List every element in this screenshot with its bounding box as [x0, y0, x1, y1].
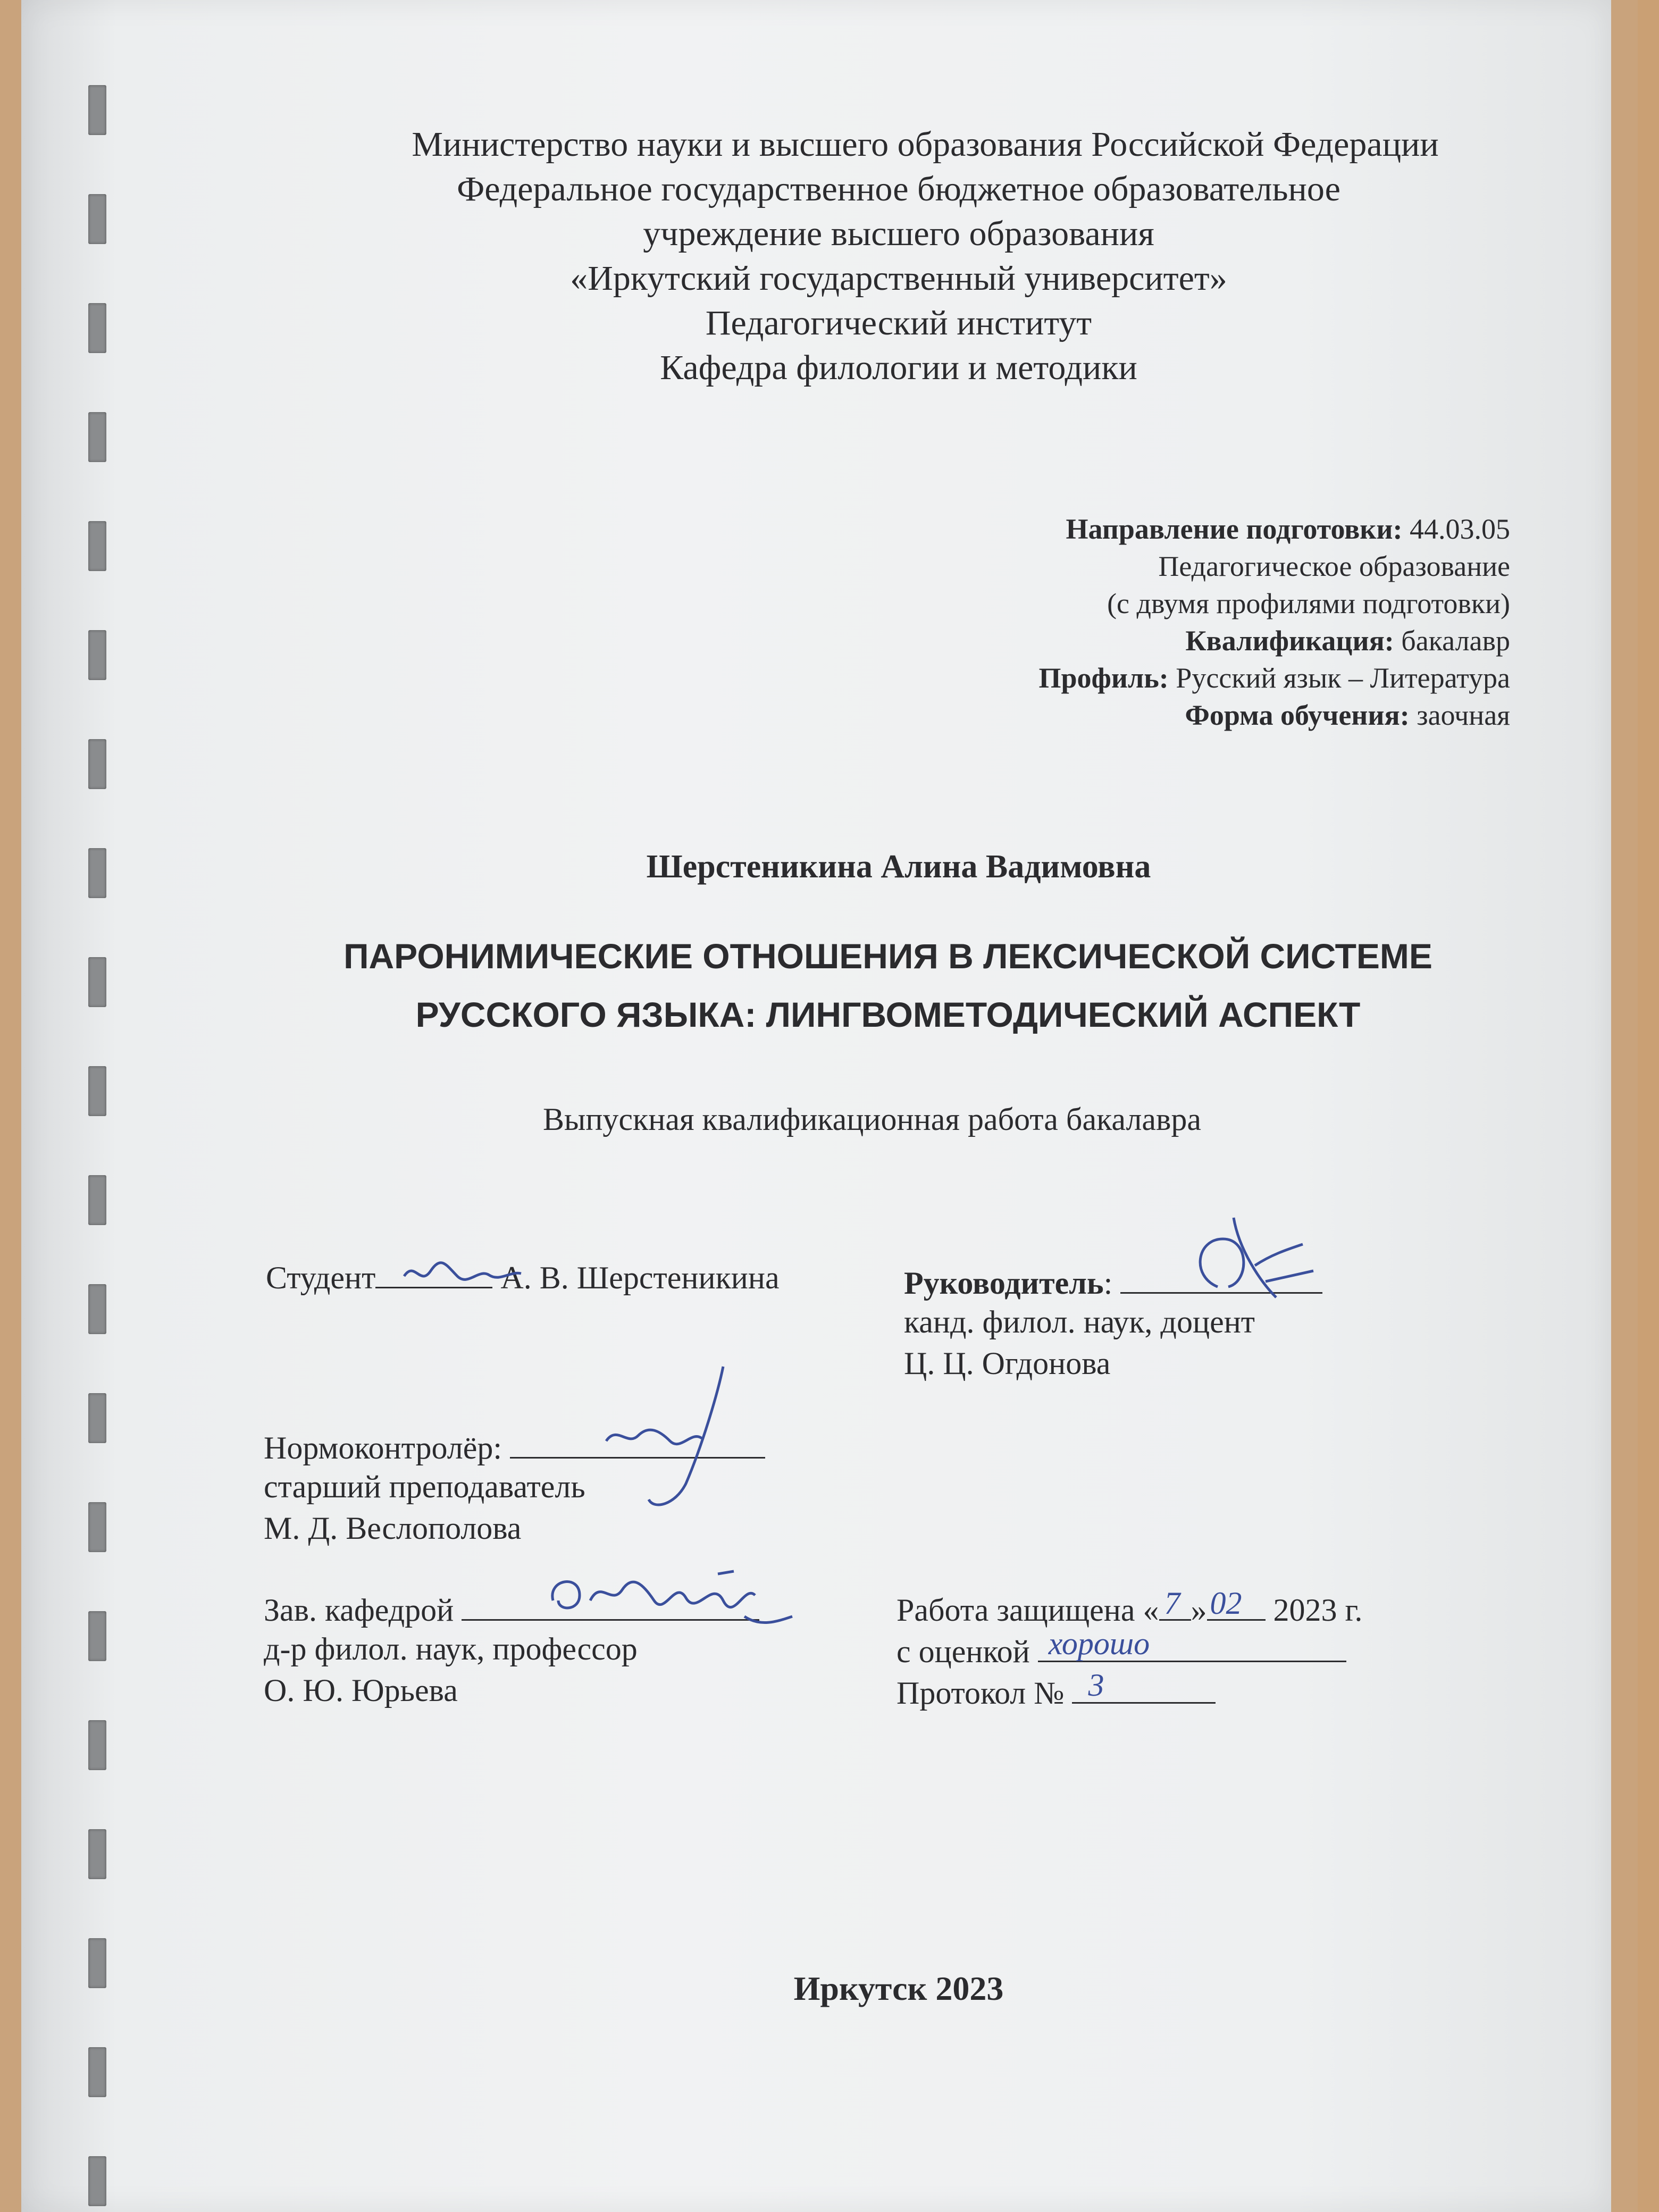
- ministry-line: Министерство науки и высшего образования Российской Федерации: [412, 125, 1439, 164]
- binding-hole: [88, 2156, 106, 2206]
- binding-hole: [88, 1502, 106, 1552]
- student-label: Студент: [266, 1260, 376, 1295]
- student-name: А. В. Шерстеникина: [500, 1260, 780, 1295]
- grade-line: [896, 1626, 1346, 1672]
- defense-prefix: Работа защищена «: [896, 1593, 1159, 1628]
- defense-day: 7: [1164, 1586, 1180, 1621]
- defense-mid: »: [1191, 1593, 1207, 1628]
- author-name: Шерстеникина Алина Вадимовна: [646, 849, 1151, 885]
- normcontrol-signature: [596, 1361, 755, 1521]
- qualification-value: бакалавр: [1401, 625, 1510, 657]
- qualification-label: Квалификация:: [1185, 625, 1394, 657]
- profiles-note: (с двумя профилями подготовки): [1107, 588, 1510, 619]
- thesis-title-line-2: РУССКОГО ЯЗЫКА: ЛИНГВОМЕТОДИЧЕСКИЙ АСПЕКТ: [415, 995, 1361, 1034]
- binding-hole: [88, 303, 106, 353]
- supervisor-signature: [1180, 1207, 1319, 1313]
- grade-label: с оценкой: [896, 1634, 1030, 1669]
- defense-day-field: [1159, 1587, 1191, 1621]
- defense-month: 02: [1210, 1586, 1242, 1621]
- form-label: Форма обучения:: [1185, 699, 1410, 731]
- supervisor-degree: канд. филол. наук, доцент: [904, 1304, 1255, 1339]
- institute-name: Педагогический институт: [705, 304, 1092, 342]
- protocol-field: [1072, 1670, 1216, 1704]
- supervisor-name: Ц. Ц. Огдонова: [904, 1346, 1111, 1381]
- binding-hole: [88, 1720, 106, 1770]
- thesis-title-line-1: ПАРОНИМИЧЕСКИЕ ОТНОШЕНИЯ В ЛЕКСИЧЕСКОЙ СИСТЕМЕ: [343, 936, 1432, 976]
- normcontrol-position: старший преподаватель: [264, 1469, 585, 1504]
- institution-line-2: учреждение высшего образования: [643, 214, 1154, 253]
- university-name: «Иркутский государственный университет»: [570, 259, 1227, 298]
- binding-hole: [88, 85, 106, 135]
- defense-month-field: [1207, 1587, 1266, 1621]
- profile-label: Профиль:: [1038, 662, 1169, 694]
- student-signature: [399, 1250, 526, 1297]
- department-name: Кафедра филологии и методики: [660, 348, 1137, 387]
- head-name: О. Ю. Юрьева: [264, 1673, 458, 1708]
- direction-value: 44.03.05: [1410, 513, 1510, 545]
- profile-line: [798, 659, 1510, 697]
- form-line: [798, 697, 1510, 734]
- direction-line: [798, 510, 1510, 548]
- head-degree: д-р филол. наук, профессор: [264, 1631, 638, 1666]
- binding-hole: [88, 1175, 106, 1225]
- grade-field: [1038, 1626, 1346, 1662]
- binding-hole: [88, 739, 106, 789]
- binding-hole: [88, 1284, 106, 1334]
- binding-hole: [88, 1829, 106, 1879]
- binding-hole: [88, 412, 106, 462]
- protocol-value: 3: [1088, 1668, 1104, 1703]
- binding-hole: [88, 630, 106, 680]
- supervisor-colon: :: [1103, 1266, 1113, 1301]
- binding-hole: [88, 1938, 106, 1988]
- binding-hole: [88, 521, 106, 571]
- form-value: заочная: [1417, 699, 1510, 731]
- head-label: Зав. кафедрой: [264, 1593, 454, 1628]
- direction-label: Направление подготовки:: [1066, 513, 1403, 545]
- binding-hole: [88, 957, 106, 1007]
- head-signature: [542, 1558, 798, 1643]
- protocol-label: Протокол №: [896, 1675, 1065, 1711]
- binding-hole: [88, 1066, 106, 1116]
- binding-hole: [88, 1393, 106, 1443]
- binding-hole: [88, 848, 106, 898]
- supervisor-label: Руководитель: [904, 1266, 1104, 1301]
- program-line: Педагогическое образование: [1158, 550, 1510, 582]
- defense-year: 2023 г.: [1273, 1593, 1363, 1628]
- spiral-binding: [84, 21, 111, 2201]
- binding-hole: [88, 2047, 106, 2097]
- institution-line-1: Федеральное государственное бюджетное образовательное: [457, 170, 1340, 208]
- normcontrol-name: М. Д. Веслополова: [264, 1511, 522, 1546]
- grade-value: хорошо: [1048, 1626, 1150, 1661]
- work-type: Выпускная квалификационная работа бакалавра: [542, 1102, 1202, 1137]
- profile-value: Русский язык – Литература: [1176, 662, 1510, 694]
- background-edge: [1638, 0, 1659, 2212]
- binding-hole: [88, 1611, 106, 1661]
- normcontrol-label: Нормоконтролёр:: [264, 1430, 502, 1465]
- city-year: Иркутск 2023: [793, 1970, 1004, 2007]
- qualification-line: [798, 622, 1510, 659]
- binding-hole: [88, 194, 106, 244]
- protocol-line: [896, 1670, 1216, 1713]
